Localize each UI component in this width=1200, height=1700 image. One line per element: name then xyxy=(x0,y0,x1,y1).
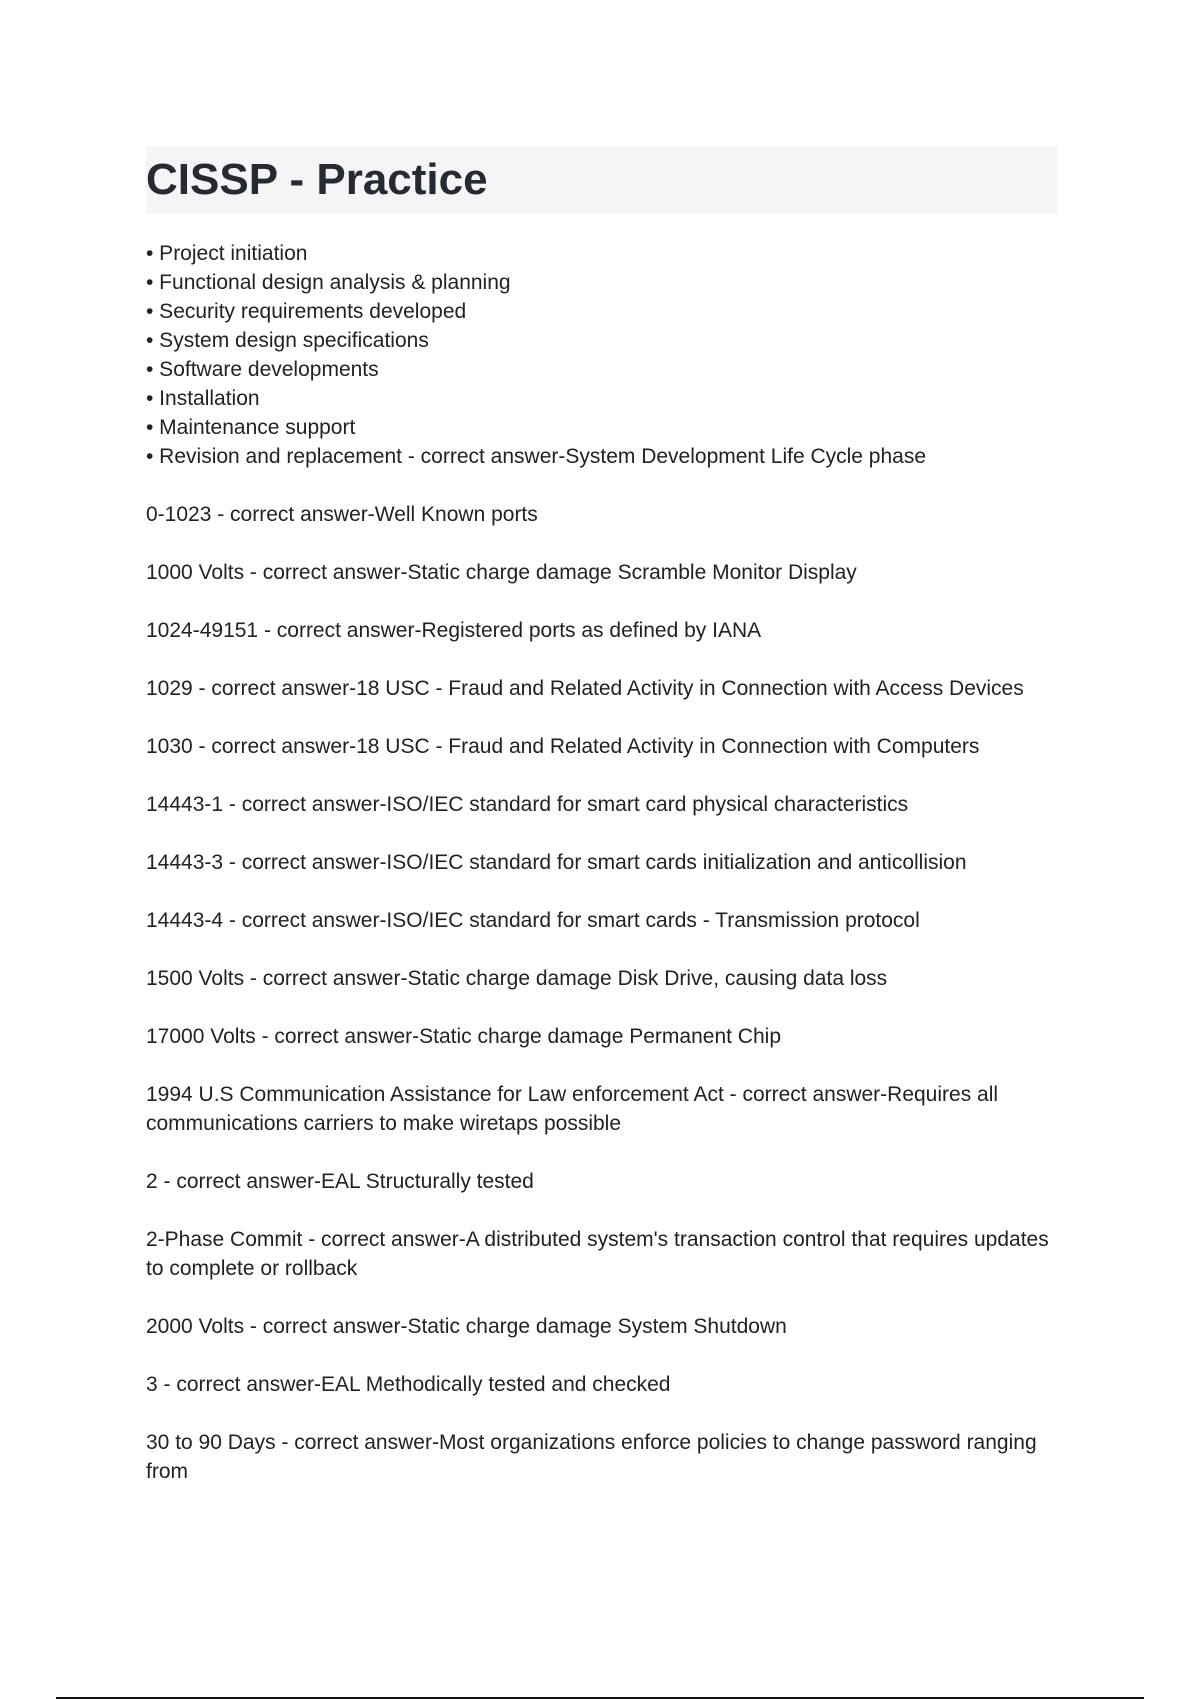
bullet-item: • Project initiation xyxy=(146,242,308,265)
document-content xyxy=(146,239,1066,1486)
qa-entry: 2-Phase Commit - correct answer-A distributed system's transaction control that requires updates to complete or rollback xyxy=(146,1228,1049,1280)
qa-entry: 2 - correct answer-EAL Structurally tested xyxy=(146,1170,534,1193)
page-title: CISSP - Practice xyxy=(146,155,488,204)
bullet-item: • Software developments xyxy=(146,358,379,381)
bullet-item: • Installation xyxy=(146,387,260,410)
bullet-item: • Functional design analysis & planning xyxy=(146,271,511,294)
bullet-item: • Revision and replacement - correct answer-System Development Life Cycle phase xyxy=(146,445,927,468)
qa-entry: 1024-49151 - correct answer-Registered ports as defined by IANA xyxy=(146,619,762,642)
qa-entry: 1030 - correct answer-18 USC - Fraud and Related Activity in Connection with Computers xyxy=(146,735,980,758)
qa-entry: 1029 - correct answer-18 USC - Fraud and Related Activity in Connection with Access Devices xyxy=(146,677,1024,700)
qa-entry: 2000 Volts - correct answer-Static charge damage System Shutdown xyxy=(146,1315,787,1338)
bullet-item: • Security requirements developed xyxy=(146,300,467,323)
bullet-list xyxy=(146,239,1066,471)
qa-entry: 3 - correct answer-EAL Methodically tested and checked xyxy=(146,1373,671,1396)
title-bar xyxy=(146,146,1057,214)
qa-entry: 30 to 90 Days - correct answer-Most organizations enforce policies to change password ranging from xyxy=(146,1431,1037,1483)
qa-entry: 0-1023 - correct answer-Well Known ports xyxy=(146,503,538,526)
qa-entry: 17000 Volts - correct answer-Static charge damage Permanent Chip xyxy=(146,1025,781,1048)
qa-entry: 14443-4 - correct answer-ISO/IEC standard for smart cards - Transmission protocol xyxy=(146,909,920,932)
qa-entry: 14443-1 - correct answer-ISO/IEC standard for smart card physical characteristics xyxy=(146,793,909,816)
bullet-item: • Maintenance support xyxy=(146,416,356,439)
qa-entry: 14443-3 - correct answer-ISO/IEC standard for smart cards initialization and anticollision xyxy=(146,851,967,874)
qa-entry: 1994 U.S Communication Assistance for Law enforcement Act - correct answer-Requires all communications carriers to make wiretaps possible xyxy=(146,1083,999,1135)
bullet-item: • System design specifications xyxy=(146,329,429,352)
footer-divider xyxy=(56,1697,1144,1699)
qa-entry: 1000 Volts - correct answer-Static charge damage Scramble Monitor Display xyxy=(146,561,857,584)
qa-entry: 1500 Volts - correct answer-Static charge damage Disk Drive, causing data loss xyxy=(146,967,888,990)
